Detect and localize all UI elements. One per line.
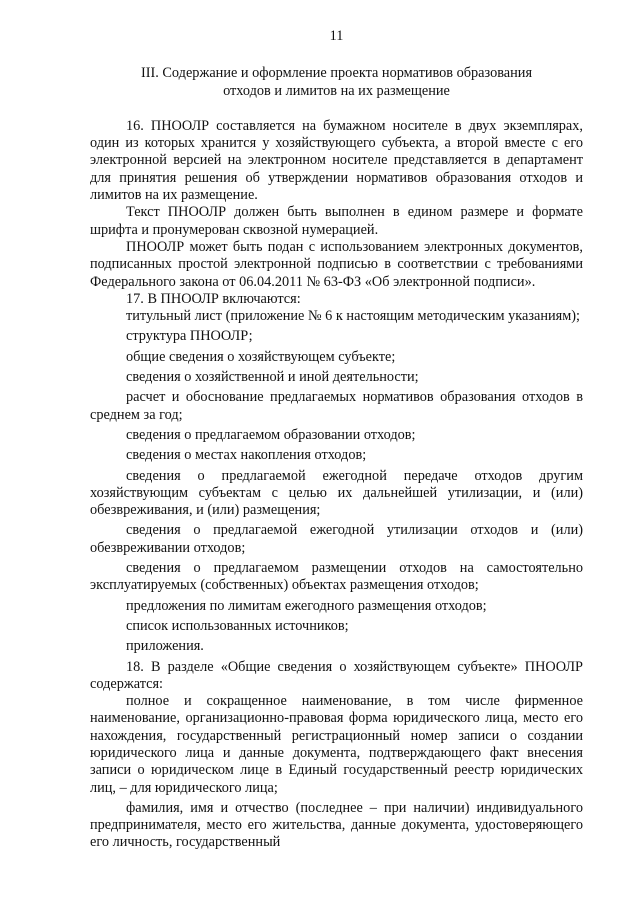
paragraph-18-intro: 18. В разделе «Общие сведения о хозяйствующем субъекте» ПНООЛР содержатся: — [90, 658, 583, 692]
section-title — [90, 65, 583, 100]
paragraph-16-electronic: ПНООЛР может быть подан с использованием электронных документов, подписанных простой электронной подписью в соответствии с требованиями Федерального закона от 06.04.2011 № 63-ФЗ «Об электронной подписи». — [90, 238, 583, 290]
list-item: предложения по лимитам ежегодного размещения отходов; — [126, 597, 487, 614]
list-item: структура ПНООЛР; — [126, 328, 253, 345]
list-17 — [90, 308, 583, 655]
section-title-line-1: III. Содержание и оформление проекта нормативов образования — [140, 65, 533, 82]
list-item: общие сведения о хозяйствующем субъекте; — [126, 348, 396, 365]
paragraph-16-text-format: Текст ПНООЛР должен быть выполнен в едином размере и формате шрифта и пронумерован сквозной нумерацией. — [90, 204, 583, 238]
list-item: фамилия, имя и отчество (последнее – при наличии) индивидуального предпринимателя, место его жительства, данные документа, удостоверяющего его личность, государственный — [90, 799, 583, 851]
list-item: полное и сокращенное наименование, в том числе фирменное наименование, организационно-правовая форма юридического лица, место его нахождения, государственный регистрационный номер записи о создании юридического лица и данные документа, подтверждающего факт внесения записи о юридическом лице в Единый государственный реестр юридических лиц, – для юридического лица; — [90, 693, 583, 796]
list-item: приложения. — [126, 638, 204, 655]
list-item: сведения о предлагаемом образовании отходов; — [126, 426, 416, 443]
page-number: 11 — [329, 28, 344, 44]
list-item: сведения о предлагаемом размещении отходов на самостоятельно эксплуатируемых (собственных) объектах размещения отходов; — [90, 560, 583, 594]
list-item: сведения о предлагаемой ежегодной утилизации отходов и (или) обезвреживании отходов; — [90, 522, 583, 556]
paragraph-17-intro: 17. В ПНООЛР включаются: — [126, 290, 301, 307]
section-title-line-2: отходов и лимитов на их размещение — [223, 82, 450, 99]
list-18 — [90, 693, 583, 852]
list-item: титульный лист (приложение № 6 к настоящим методическим указаниям); — [126, 308, 581, 325]
list-item: список использованных источников; — [126, 617, 349, 634]
list-item: сведения о предлагаемой ежегодной передаче отходов другим хозяйствующим субъектам с целью их дальнейшей утилизации, и (или) обезвреживания, и (или) размещения; — [90, 467, 583, 519]
list-item: сведения о хозяйственной и иной деятельности; — [126, 369, 419, 386]
list-item: сведения о местах накопления отходов; — [126, 447, 367, 464]
list-item: расчет и обоснование предлагаемых нормативов образования отходов в среднем за год; — [90, 389, 583, 423]
paragraph-16: 16. ПНООЛР составляется на бумажном носителе в двух экземплярах, один из которых хранится у хозяйствующего субъекта, а второй вместе с его электронной версией на электронном носителе представляется в департамент для принятия решения об утверждении нормативов образования отходов и лимитов на их размещение. — [90, 117, 583, 204]
document-page — [90, 28, 583, 855]
